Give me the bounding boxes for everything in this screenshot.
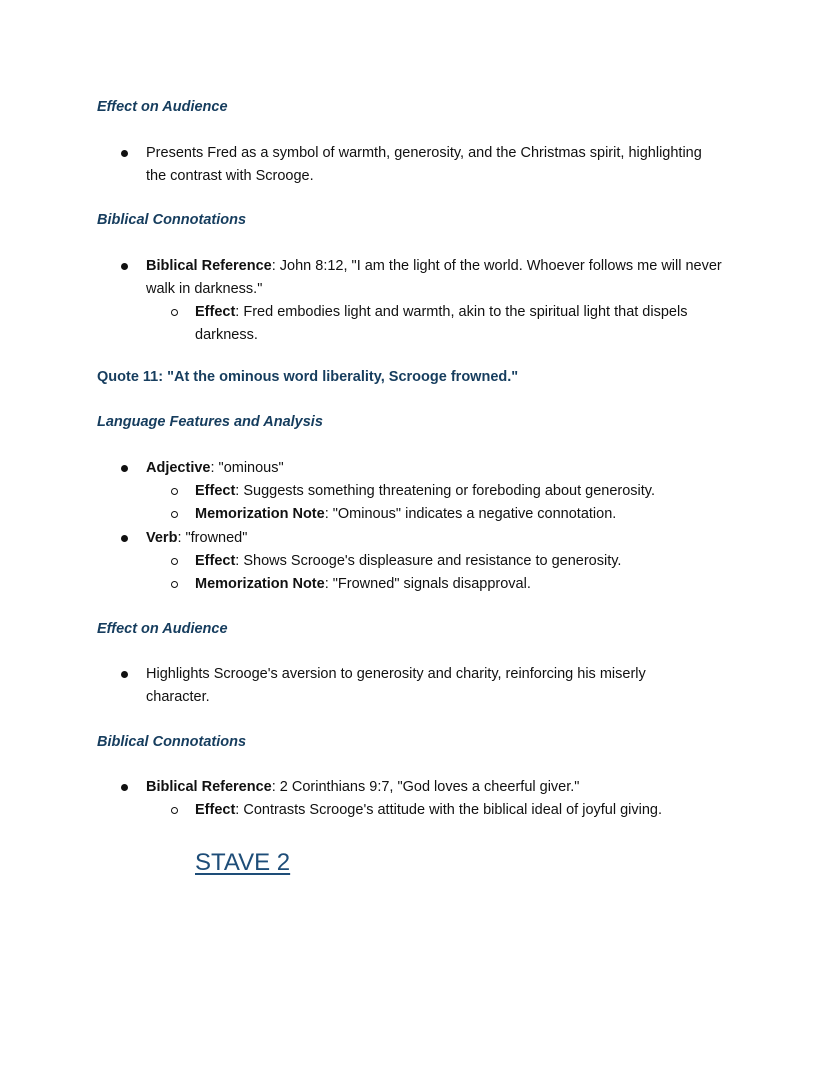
sub-bullet-value: : Suggests something threatening or foreboding about generosity.	[235, 483, 655, 499]
bullet-icon	[121, 465, 128, 472]
bullet-label: Verb	[146, 530, 178, 546]
bullet-text	[146, 255, 736, 301]
sub-bullet-label: Effect	[195, 553, 236, 569]
bullet-value: : "frowned"	[177, 530, 248, 546]
sub-bullet-value: : "Ominous" indicates a negative connotation.	[324, 506, 617, 522]
sub-bullet-label: Effect	[195, 483, 236, 499]
sub-bullet-label: Memorization Note	[195, 506, 325, 522]
sub-bullet-icon	[171, 511, 178, 518]
sub-bullet-value: : Shows Scrooge's displeasure and resistance to generosity.	[235, 553, 622, 569]
sub-bullet-icon	[171, 558, 178, 565]
sub-bullet-text	[195, 503, 616, 526]
bullet-text: Highlights Scrooge's aversion to generosity and charity, reinforcing his miserly character.	[146, 666, 646, 705]
bullet-icon	[121, 535, 128, 542]
bullet-text	[146, 527, 247, 550]
sub-bullet-icon	[171, 488, 178, 495]
sub-bullet-text	[195, 799, 662, 822]
sub-bullet-text	[195, 301, 695, 347]
section-heading-effect-on-audience: Effect on Audience	[97, 99, 228, 115]
bullet-icon	[121, 784, 128, 791]
bullet-text	[146, 776, 579, 799]
bullet-icon	[121, 671, 128, 678]
section-heading-biblical-connotations: Biblical Connotations	[97, 734, 247, 750]
bullet-icon	[121, 150, 128, 157]
stave-2-link[interactable]: STAVE 2	[195, 849, 291, 876]
quote-heading: Quote 11: "At the ominous word liberality, Scrooge frowned."	[97, 369, 519, 385]
sub-bullet-icon	[171, 807, 178, 814]
section-heading-language-features: Language Features and Analysis	[97, 414, 323, 430]
bullet-value: : "ominous"	[210, 460, 284, 476]
sub-bullet-icon	[171, 309, 178, 316]
bullet-label: Biblical Reference	[146, 258, 272, 274]
sub-bullet-value: : Fred embodies light and warmth, akin to the spiritual light that dispels darkness.	[195, 304, 688, 343]
sub-bullet-label: Effect	[195, 304, 236, 320]
section-heading-biblical-connotations: Biblical Connotations	[97, 212, 247, 228]
section-heading-effect-on-audience: Effect on Audience	[97, 621, 228, 637]
sub-bullet-text	[195, 550, 621, 573]
bullet-label: Biblical Reference	[146, 779, 272, 795]
bullet-text	[146, 457, 284, 480]
bullet-value: : John 8:12, "I am the light of the world. Whoever follows me will never walk in darkness."	[146, 258, 722, 297]
bullet-value: : 2 Corinthians 9:7, "God loves a cheerful giver."	[271, 779, 580, 795]
sub-bullet-text	[195, 573, 531, 596]
sub-bullet-label: Memorization Note	[195, 576, 325, 592]
sub-bullet-icon	[171, 581, 178, 588]
bullet-text: Presents Fred as a symbol of warmth, generosity, and the Christmas spirit, highlighting the contrast with Scrooge.	[146, 145, 702, 184]
sub-bullet-label: Effect	[195, 802, 236, 818]
bullet-icon	[121, 263, 128, 270]
sub-bullet-value: : "Frowned" signals disapproval.	[324, 576, 531, 592]
sub-bullet-text	[195, 480, 655, 503]
bullet-label: Adjective	[146, 460, 211, 476]
sub-bullet-value: : Contrasts Scrooge's attitude with the biblical ideal of joyful giving.	[235, 802, 663, 818]
